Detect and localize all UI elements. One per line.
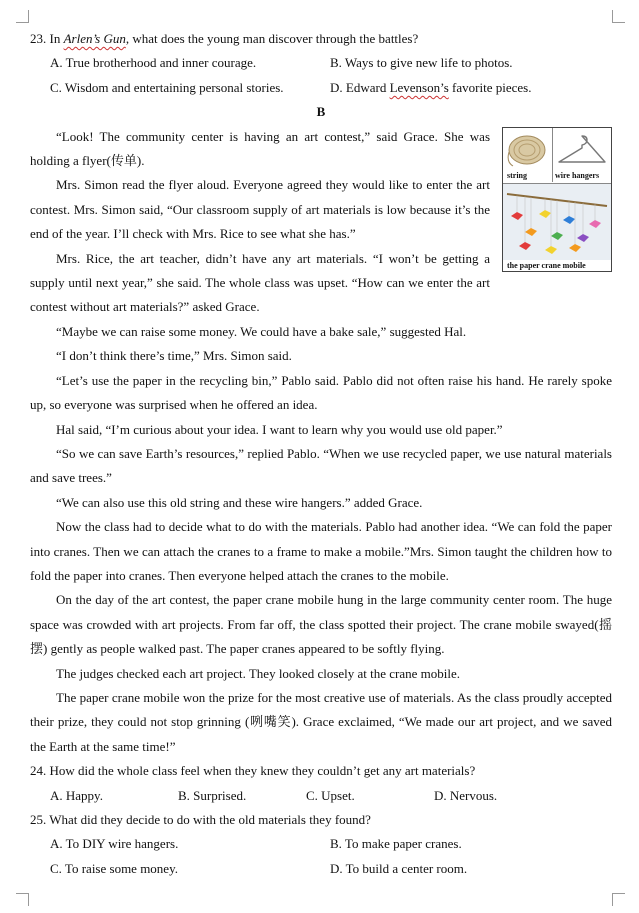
paragraph-7: Hal said, “I’m curious about your idea. I want to learn why you would use old paper.” xyxy=(56,421,503,437)
q25-option-c[interactable]: C. To raise some money. xyxy=(50,860,178,876)
q24-option-c[interactable]: C. Upset. xyxy=(306,787,355,803)
paragraph-10: Now the class had to decide what to do with the materials. Pablo had another idea. “We can fold the paper into cranes. Then we can attach the cranes to a frame to make a mobile.”Mrs. Simon taught the children how to fold the paper into cranes. Then everyone helped attach the cranes to the mobile. xyxy=(30,519,612,583)
string-caption: string xyxy=(507,170,527,180)
question-24-stem: 24. How did the whole class feel when they knew they couldn’t get any art materials? xyxy=(30,763,476,779)
q23-option-d-name: Levenson’s xyxy=(389,79,449,95)
paragraph-5: “I don’t think there’s time,” Mrs. Simon said. xyxy=(56,348,292,364)
paragraph-4: “Maybe we can raise some money. We could have a bake sale,” suggested Hal. xyxy=(56,323,467,339)
hanger-caption: wire hangers xyxy=(555,170,600,180)
q24-option-b[interactable]: B. Surprised. xyxy=(178,787,247,803)
exam-page xyxy=(30,27,612,881)
question-25-stem: 25. What did they decide to do with the old materials they found? xyxy=(30,812,371,827)
crop-mark-bottom-left xyxy=(16,893,29,906)
q25-option-d[interactable]: D. To build a center room. xyxy=(330,860,468,876)
paragraph-6: “Let’s use the paper in the recycling bin,” Pablo said. Pablo did not often raise his hand. He rarely spoke up, so everyone was surprised when he offered an idea. xyxy=(30,372,612,413)
question-23-stem xyxy=(30,27,612,51)
q23-option-d[interactable] xyxy=(330,76,610,100)
q25-option-b[interactable]: B. To make paper cranes. xyxy=(330,836,462,852)
crop-mark-bottom-right xyxy=(612,893,625,906)
q23-option-a[interactable]: A. True brotherhood and inner courage. xyxy=(50,55,257,71)
paragraph-9: “We can also use this old string and these wire hangers.” added Grace. xyxy=(56,494,423,510)
q23-option-d-suffix: favorite pieces. xyxy=(448,79,532,95)
paragraph-8: “So we can save Earth’s resources,” replied Pablo. “When we use recycled paper, we use natural materials and save trees.” xyxy=(30,445,612,486)
paragraph-1: “Look! The community center is having an art contest,” said Grace. She was holding a flyer(传单). xyxy=(30,128,490,169)
q24-option-d[interactable]: D. Nervous. xyxy=(434,787,498,803)
hanger-photo xyxy=(552,128,612,182)
paragraph-2: Mrs. Simon read the flyer aloud. Everyone agreed they would like to enter the art contest. Mrs. Simon said, “Our classroom supply of art materials is low because it’s the end of the year. I’ll check with Mrs. Rice to see what she has.” xyxy=(30,177,490,242)
question-25-options xyxy=(30,832,612,881)
paragraph-3: Mrs. Rice, the art teacher, didn’t have any art materials. “I won’t be getting a supply until next year,” she said. The whole class was upset. “How can we enter the art contest without art materials?” asked Grace. xyxy=(30,250,490,315)
q24-option-a[interactable]: A. Happy. xyxy=(50,787,103,803)
reading-passage xyxy=(30,125,612,760)
mobile-photo xyxy=(503,183,611,272)
paragraph-13: The paper crane mobile won the prize for the most creative use of materials. As the class proudly accepted their prize, they could not stop grinning (咧嘴笑). Grace exclaimed, “We made our art project, and we saved the Earth at the same time!” xyxy=(30,689,612,754)
string-photo xyxy=(503,128,551,182)
question-24-options xyxy=(30,784,612,808)
q23-prefix: 23. In xyxy=(30,31,64,46)
paper-crane-mobile-icon xyxy=(503,184,611,272)
q23-option-b[interactable]: B. Ways to give new life to photos. xyxy=(330,55,513,71)
q23-option-c[interactable]: C. Wisdom and entertaining personal stories. xyxy=(50,79,284,95)
paragraph-12: The judges checked each art project. They looked closely at the crane mobile. xyxy=(56,665,461,681)
materials-figure xyxy=(502,127,612,272)
q25-option-a[interactable]: A. To DIY wire hangers. xyxy=(50,836,179,852)
section-heading: B xyxy=(316,104,326,120)
crop-mark-top-right xyxy=(612,10,625,23)
paragraph-11: On the day of the art contest, the paper crane mobile hung in the large community center room. The huge space was crowded with art projects. From far off, the class spotted their project. The crane mobile swayed(摇摆) gently as people walked past. The paper cranes appeared to be softly flying. xyxy=(30,592,612,657)
q23-suffix: , what does the young man discover through the battles? xyxy=(125,31,419,46)
mobile-caption: the paper crane mobile xyxy=(507,260,586,270)
crop-mark-top-left xyxy=(16,10,29,23)
q23-book-title: Arlen’s Gun xyxy=(63,31,126,46)
question-23-options xyxy=(30,51,612,100)
q23-option-d-prefix: D. Edward xyxy=(330,79,390,95)
